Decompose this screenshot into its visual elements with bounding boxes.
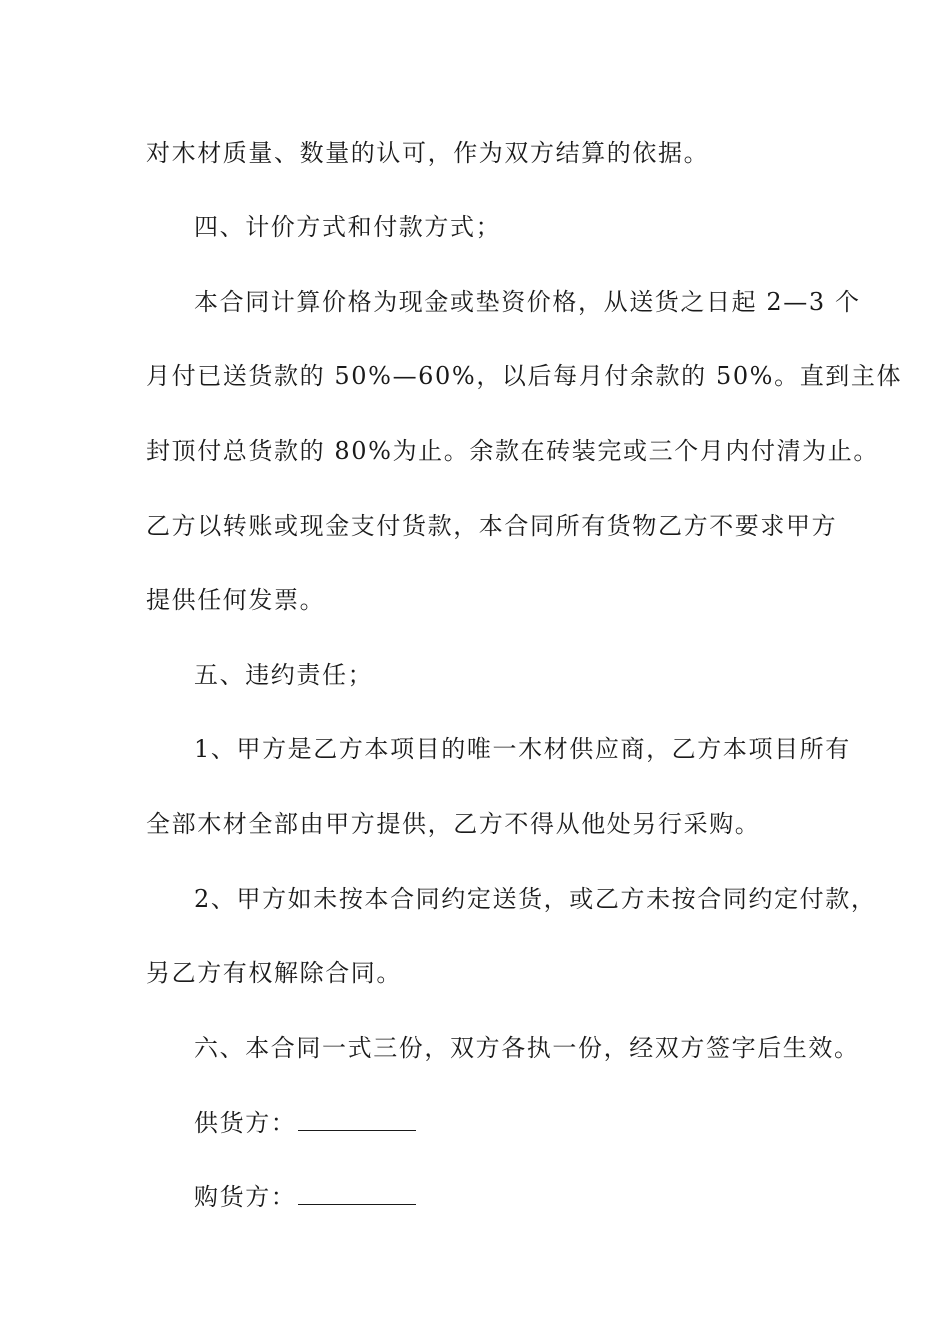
paragraph-line: 对木材质量、数量的认可，作为双方结算的依据。 <box>146 139 710 167</box>
paragraph-line: 月付已送货款的 50%—60%，以后每月付余款的 50%。直到主体 <box>146 362 903 390</box>
supplier-signature-field[interactable] <box>298 1110 416 1131</box>
section-heading-pricing: 四、计价方式和付款方式； <box>194 213 502 241</box>
paragraph-line: 1、甲方是乙方本项目的唯一木材供应商，乙方本项目所有 <box>194 735 851 763</box>
paragraph-line: 另乙方有权解除合同。 <box>146 959 402 987</box>
section-heading-copies: 六、本合同一式三份，双方各执一份，经双方签字后生效。 <box>194 1034 860 1062</box>
buyer-signature-field[interactable] <box>298 1184 416 1205</box>
paragraph-line: 2、甲方如未按本合同约定送货，或乙方未按合同约定付款， <box>194 885 877 913</box>
buyer-signature-row <box>194 1183 416 1211</box>
paragraph-line: 本合同计算价格为现金或垫资价格，从送货之日起 2—3 个 <box>194 288 861 316</box>
supplier-signature-row <box>194 1109 416 1137</box>
buyer-label: 购货方： <box>194 1183 297 1211</box>
paragraph-line: 提供任何发票。 <box>146 586 326 614</box>
paragraph-line: 封顶付总货款的 80%为止。余款在砖装完或三个月内付清为止。 <box>146 437 879 465</box>
supplier-label: 供货方： <box>194 1109 297 1137</box>
paragraph-line: 乙方以转账或现金支付货款，本合同所有货物乙方不要求甲方 <box>146 512 838 540</box>
section-heading-liability: 五、违约责任； <box>194 661 374 689</box>
paragraph-line: 全部木材全部由甲方提供，乙方不得从他处另行采购。 <box>146 810 761 838</box>
